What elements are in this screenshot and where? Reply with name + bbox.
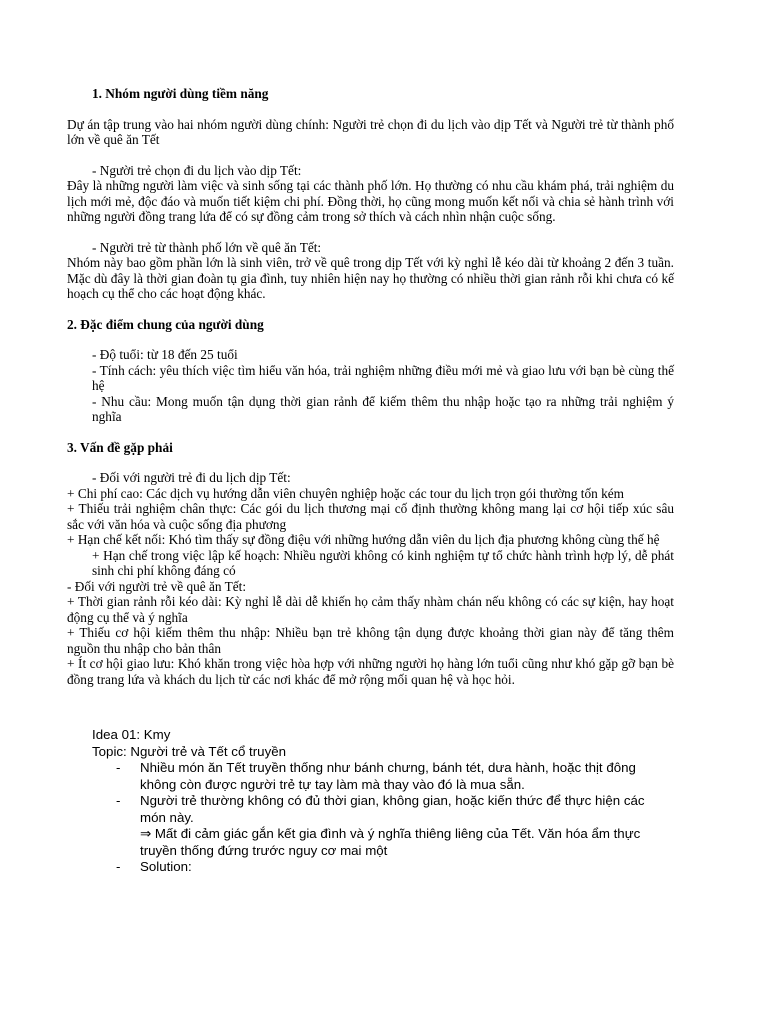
document-page xyxy=(67,86,674,876)
idea-title: Idea 01: Kmy xyxy=(92,727,171,742)
section3-group1-title: - Đối với người trẻ đi du lịch dịp Tết: xyxy=(92,470,291,485)
section3-heading: 3. Vấn đề gặp phải xyxy=(67,439,173,455)
list-item xyxy=(92,793,674,859)
section1-intro: Dự án tập trung vào hai nhóm người dùng chính: Người trẻ chọn đi du lịch vào dịp Tết và Người trẻ từ thành phố lớn về quê ăn Tết xyxy=(67,116,674,147)
list-item-text: Solution: xyxy=(140,859,192,874)
section3-group2-title: - Đối với người trẻ về quê ăn Tết: xyxy=(67,578,247,594)
section3-item: + Chi phí cao: Các dịch vụ hướng dẫn viên chuyên nghiệp hoặc các tour du lịch trọn gói thường tốn kém xyxy=(67,485,625,501)
section3-item: + Ít cơ hội giao lưu: Khó khăn trong việc hòa hợp với những người họ hàng lớn tuổi cũng như khó gặp gỡ bạn bè đồng trang lứa và khách du lịch từ các nơi khác để mở rộng mối quan hệ và học hỏi. xyxy=(67,656,674,687)
list-item-text: Nhiều món ăn Tết truyền thống như bánh chưng, bánh tét, dưa hành, hoặc thịt đông không còn được người trẻ tự tay làm mà thay vào đó là mua sẵn. xyxy=(140,760,636,792)
section1-group1-title: - Người trẻ chọn đi du lịch vào dịp Tết: xyxy=(92,162,302,178)
idea-consequence: ⇒ Mất đi cảm giác gắn kết gia đình và ý nghĩa thiêng liêng của Tết. Văn hóa ẩm thực truyền thống đứng trước nguy cơ mai một xyxy=(140,826,641,858)
idea-block xyxy=(67,727,674,876)
section3-item: + Hạn chế kết nối: Khó tìm thấy sự đồng điệu với những hướng dẫn viên du lịch địa phương không cùng thế hệ xyxy=(67,532,660,547)
section2-item: - Nhu cầu: Mong muốn tận dụng thời gian rảnh để kiếm thêm thu nhập hoặc tạo ra những trải nghiệm ý nghĩa xyxy=(92,393,674,424)
section3-item: + Thiếu trải nghiệm chân thực: Các gói du lịch thương mại cố định thường không mang lại cơ hội tiếp xúc sâu sắc với văn hóa và cuộc sống địa phương xyxy=(67,501,674,532)
section2-heading: 2. Đặc điểm chung của người dùng xyxy=(67,316,264,332)
section3-indented-item: + Hạn chế trong việc lập kế hoạch: Nhiều người không có kinh nghiệm tự tổ chức hành trình hợp lý, dễ phát sinh chi phí không đáng có xyxy=(92,547,674,578)
bullet-dash: - xyxy=(116,859,121,874)
section3-item: + Thiếu cơ hội kiếm thêm thu nhập: Nhiều bạn trẻ không tận dụng được khoảng thời gian này để tăng thêm nguồn thu nhập cho bản thân xyxy=(67,625,674,656)
bullet-dash: - xyxy=(116,760,121,775)
section2-item: - Độ tuổi: từ 18 đến 25 tuổi xyxy=(92,347,238,362)
list-item xyxy=(92,760,674,793)
section3-item: + Thời gian rảnh rỗi kéo dài: Kỳ nghỉ lễ dài dễ khiến họ cảm thấy nhàm chán nếu không có các sự kiện, hay hoạt động cụ thể và ý nghĩa xyxy=(67,594,674,625)
idea-topic: Topic: Người trẻ và Tết cổ truyền xyxy=(92,743,287,759)
section1-group2-title: - Người trẻ từ thành phố lớn về quê ăn Tết: xyxy=(92,239,322,255)
list-item xyxy=(92,859,674,876)
idea-bullet-list xyxy=(67,760,674,876)
bullet-dash: - xyxy=(116,793,121,808)
list-item-text: Người trẻ thường không có đủ thời gian, không gian, hoặc kiến thức để thực hiện các món này. xyxy=(140,793,645,825)
section1-group1-text: Đây là những người làm việc và sinh sống tại các thành phố lớn. Họ thường có nhu cầu khám phá, trải nghiệm du lịch mới mẻ, độc đáo và muốn tiết kiệm chi phí. Đồng thời, họ cũng mong muốn kết nối và chia sẻ hành trình với những người đồng trang lứa để có sự đồng cảm trong sở thích và cách nhìn nhận cuộc sống. xyxy=(67,178,674,224)
section1-heading: 1. Nhóm người dùng tiềm năng xyxy=(92,86,269,101)
section1-group2-text: Nhóm này bao gồm phần lớn là sinh viên, trở về quê trong dịp Tết với kỳ nghỉ lễ kéo dài từ khoảng 2 đến 3 tuần. Mặc dù đây là thời gian đoàn tụ gia đình, tuy nhiên hiện nay họ thường có nhiều thời gian rảnh rỗi khi chưa có kế hoạch cụ thể cho các hoạt động khác. xyxy=(67,255,674,301)
section2-item: - Tính cách: yêu thích việc tìm hiểu văn hóa, trải nghiệm những điều mới mẻ và giao lưu với bạn bè cùng thế hệ xyxy=(92,362,674,393)
